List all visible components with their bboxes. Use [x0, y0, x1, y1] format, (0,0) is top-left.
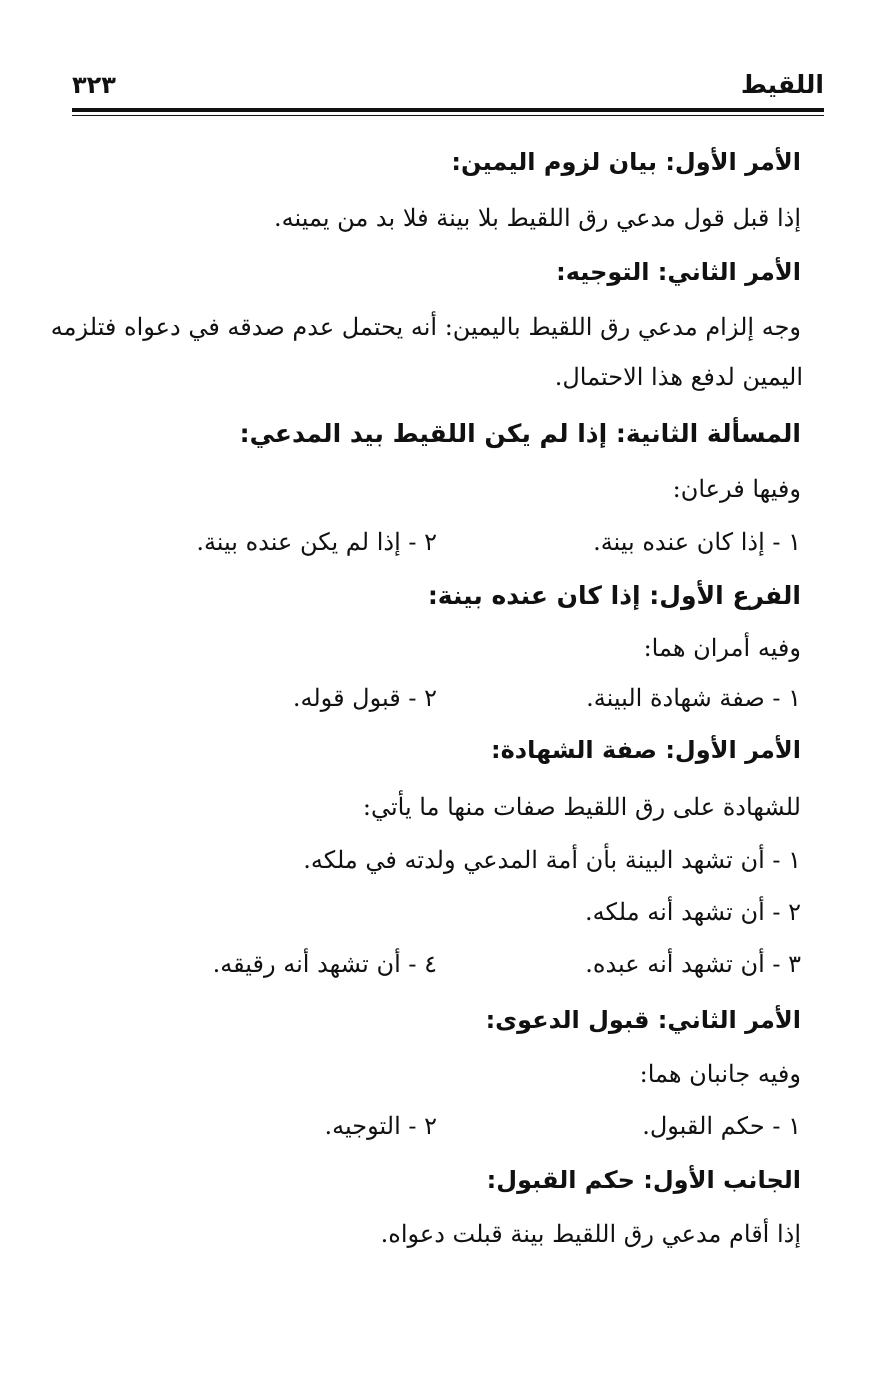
list-row-branches: [78, 520, 801, 564]
list-item-branch-2: ٢ - إذا لم يكن عنده بينة.: [196, 528, 437, 556]
list-item-testimony-2: ٢ - أن تشهد أنه ملكه.: [585, 898, 801, 926]
chapter-title: اللقيط: [740, 70, 824, 99]
list-item-matter-2: ٢ - قبول قوله.: [292, 684, 437, 712]
list-item-matter-1: ١ - صفة شهادة البينة.: [586, 684, 801, 712]
heading-first-matter: الأمر الأول: بيان لزوم اليمين:: [451, 148, 801, 176]
heading-first-aspect: الجانب الأول: حكم القبول:: [486, 1166, 801, 1194]
heading-accepting-claim: الأمر الثاني: قبول الدعوى:: [485, 1006, 801, 1034]
list-row-matters: [78, 676, 801, 720]
running-header: [72, 68, 824, 104]
header-rule-thick: [72, 108, 824, 112]
list-item-testimony-4: ٤ - أن تشهد أنه رقيقه.: [212, 950, 437, 978]
paragraph-justification-line2: اليمين لدفع هذا الاحتمال.: [554, 363, 803, 391]
list-item-testimony-3: ٣ - أن تشهد أنه عبده.: [585, 950, 801, 978]
paragraph-two-matters: وفيه أمران هما:: [643, 634, 801, 662]
header-rule-thin: [72, 115, 824, 116]
paragraph-claim-accepted: إذا أقام مدعي رق اللقيط بينة قبلت دعواه.: [380, 1220, 801, 1248]
list-item-branch-1: ١ - إذا كان عنده بينة.: [593, 528, 801, 556]
paragraph-justification-line1: وجه إلزام مدعي رق اللقيط باليمين: أنه يحتمل عدم صدقه في دعواه فتلزمه: [50, 313, 801, 341]
paragraph-two-aspects: وفيه جانبان هما:: [639, 1060, 801, 1088]
paragraph-oath-requirement: إذا قبل قول مدعي رق اللقيط بلا بينة فلا بد من يمينه.: [274, 204, 801, 232]
page-number: ٣٢٣: [72, 71, 116, 99]
paragraph-two-branches: وفيها فرعان:: [672, 475, 801, 503]
heading-second-matter: الأمر الثاني: التوجيه:: [556, 258, 801, 286]
list-item-aspect-2: ٢ - التوجيه.: [324, 1112, 437, 1140]
heading-second-issue: المسألة الثانية: إذا لم يكن اللقيط بيد المدعي:: [239, 419, 801, 448]
list-item-testimony-1: ١ - أن تشهد البينة بأن أمة المدعي ولدته في ملكه.: [303, 846, 801, 874]
list-row-aspects: [78, 1104, 801, 1148]
list-row-testimony-3-4: [78, 942, 801, 986]
heading-testimony-description: الأمر الأول: صفة الشهادة:: [490, 736, 801, 764]
paragraph-testimony-intro: للشهادة على رق اللقيط صفات منها ما يأتي:: [362, 793, 801, 821]
list-item-aspect-1: ١ - حكم القبول.: [642, 1112, 801, 1140]
heading-first-branch: الفرع الأول: إذا كان عنده بينة:: [427, 581, 801, 610]
